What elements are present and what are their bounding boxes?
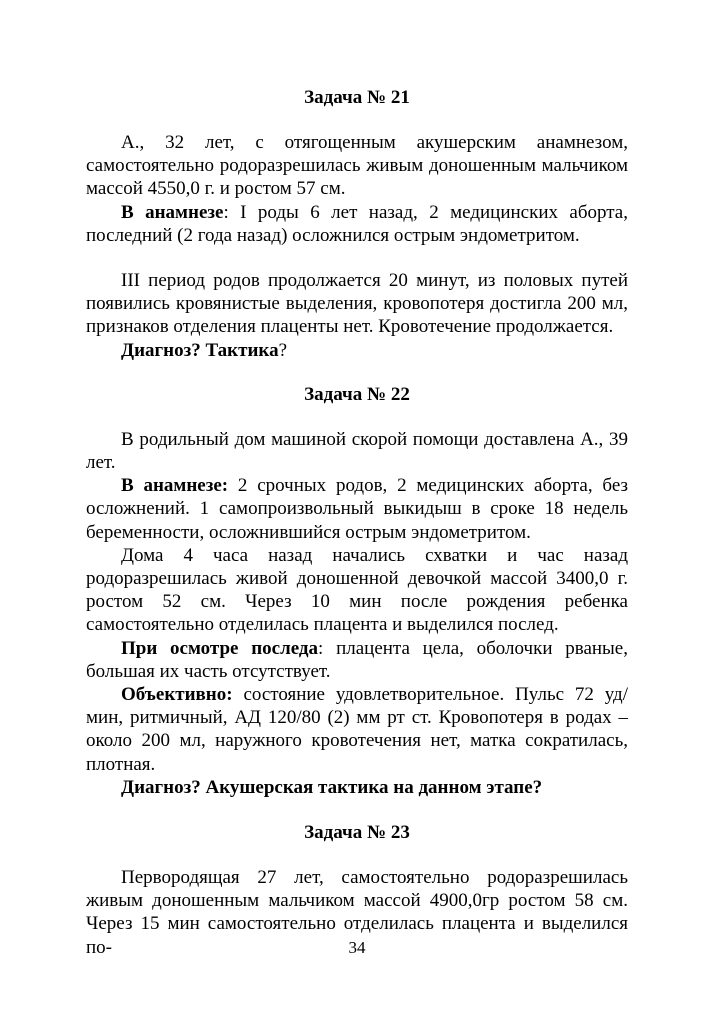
- task-21-title: Задача № 21: [304, 87, 410, 108]
- task-23-title: Задача № 23: [304, 822, 410, 844]
- task-22-exam: [86, 637, 628, 683]
- task-22-exam-label: При осмотре последа: [121, 637, 319, 659]
- task-22-paragraph-2: Дома 4 часа назад начались схватки и час назад родоразрешилась живой доношенной девочкой массой 3400,0 г. ростом 52 см. Через 10 мин после рождения ребенка самостоятельно отделилась плацента и выделился послед.: [86, 544, 628, 636]
- task-22-question: [86, 776, 628, 799]
- task-21-anamnesis-text: : I роды 6 лет назад, 2 медицинских аборта, последний (2 года назад) осложнился острым эндометритом.: [86, 201, 628, 246]
- task-22-objective: [86, 683, 628, 776]
- task-22-title: Задача № 22: [304, 383, 410, 405]
- task-22-objective-text: состояние удовлетворительное. Пульс 72 уд/мин, ритмичный, АД 120/80 (2) мм рт ст. Кровопотеря в родах – около 200 мл, наружного кровотечения нет, матка сократилась, плотная.: [86, 684, 628, 775]
- task-21-paragraph-2: III период родов продолжается 20 минут, из половых путей появились кровянистые выделения, кровопотеря достигла 200 мл, признаков отделения плаценты нет. Кровотечение продолжается.: [86, 270, 628, 338]
- task-22-question-bold: Диагноз? Акушерская тактика на данном этапе?: [121, 776, 543, 798]
- task-21-paragraph-1: А., 32 лет, с отягощенным акушерским анамнезом, самостоятельно родоразрешилась живым доношенным мальчиком массой 4550,0 г. и ростом 57 см.: [86, 132, 628, 200]
- task-22-paragraph-1: В родильный дом машиной скорой помощи доставлена А., 39 лет.: [86, 428, 628, 474]
- task-22-anamnesis-text: 2 срочных родов, 2 медицинских аборта, без осложнений. 1 самопроизвольный выкидыш в сроке 18 недель беременности, осложнившийся острым эндометритом.: [86, 475, 628, 543]
- task-22-anamnesis-label: В анамнезе:: [121, 475, 229, 497]
- task-21-anamnesis-label: В анамнезе: [121, 201, 224, 223]
- task-22-anamnesis: [86, 474, 628, 544]
- task-21-question: [86, 339, 628, 362]
- task-21-anamnesis: [86, 201, 628, 247]
- task-21-question-end: ?: [278, 339, 288, 361]
- task-23-paragraph-1: Первородящая 27 лет, самостоятельно родоразрешилась живым доношенным мальчиком массой 4900,0гр ростом 58 см. Через 15 мин самостоятельно отделилась плацента и выделился по-: [86, 867, 628, 958]
- task-21-question-bold: Диагноз? Тактика: [121, 339, 279, 361]
- page-content: [86, 86, 628, 959]
- task-22-objective-label: Объективно:: [121, 684, 233, 706]
- task-22-exam-text: : плацента цела, оболочки рваные, большая их часть отсутствует.: [86, 637, 628, 682]
- page-number: 34: [348, 938, 366, 957]
